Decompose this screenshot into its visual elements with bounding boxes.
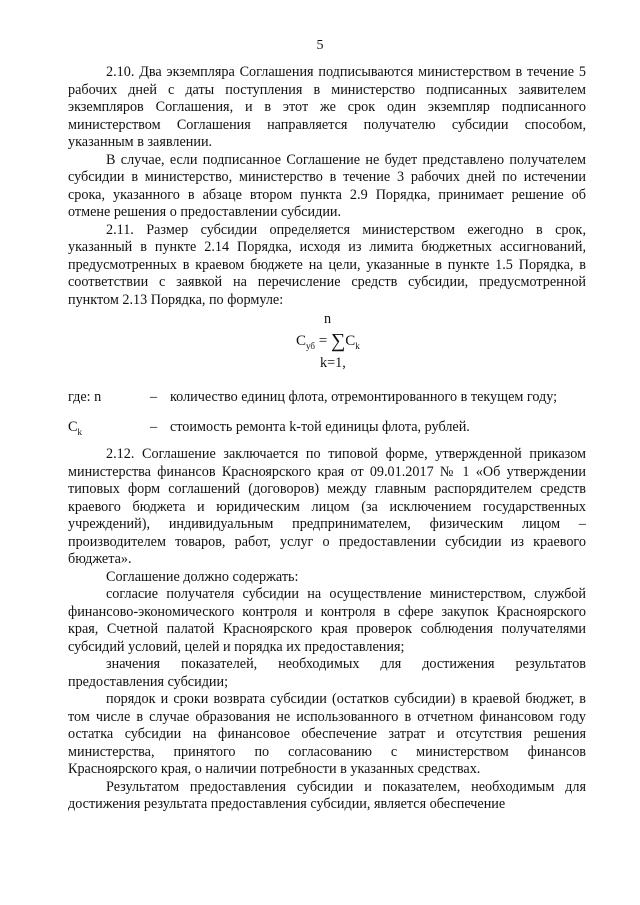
formula-lhs: С bbox=[296, 333, 307, 349]
formula-expression bbox=[296, 330, 360, 356]
formula-lower-limit: k=1, bbox=[320, 355, 346, 371]
paragraph-2-10: 2.10. Два экземпляра Соглашения подписываются министерством в течение 5 рабочих дней с даты поступления в министерство подписанных заявителем экземпляров Соглашения, и в этот же срок один экземпляр подписанного министерством Соглашения направляется получателю субсидии способом, указанным в заявлении. bbox=[68, 64, 586, 150]
definition-n bbox=[68, 389, 586, 407]
definition-text: количество единиц флота, отремонтированного в текущем году; bbox=[170, 389, 558, 405]
formula-upper-limit: n bbox=[324, 311, 332, 327]
document-body bbox=[68, 64, 586, 814]
paragraph-2-11: 2.11. Размер субсидии определяется министерством ежегодно в срок, указанный в пункте 2.14 Порядка, исходя из лимита бюджетных ассигнований, предусмотренных в краевом бюджете на цели, указанные в пункте 1.5 Порядка, в соответствии с заявкой на перечисление средств субсидии, предусмотренной пунктом 2.13 Порядка, по формуле: bbox=[68, 221, 586, 308]
definition-term-sub: k bbox=[77, 426, 82, 437]
paragraph-indicators: значения показателей, необходимых для достижения результатов предоставления субсидии; bbox=[68, 656, 586, 690]
definition-term bbox=[68, 419, 82, 441]
definition-term-main: С bbox=[68, 418, 78, 435]
definition-dash: – bbox=[150, 418, 158, 435]
formula-lhs-sub: уб bbox=[306, 341, 315, 351]
paragraph-consent: согласие получателя субсидии на осуществление министерством, службой финансово-экономического контроля и контроля в сфере закупок Красноярского края, Счетной палатой Красноярского края проверок соблюдения получателями субсидий условий, целей и порядка их предоставления; bbox=[68, 586, 586, 655]
page-number: 5 bbox=[316, 38, 324, 53]
definition-text: стоимость ремонта k-той единицы флота, рублей. bbox=[170, 418, 470, 435]
definition-term: где: n bbox=[68, 389, 102, 405]
paragraph-refusal: В случае, если подписанное Соглашение не будет представлено получателем субсидии в министерство, министерство в течение 3 рабочих дней по истечении срока, указанного в абзаце втором пункта 2.9 Порядка, принимает решение об отмене решения о предоставлении субсидии. bbox=[68, 151, 586, 220]
sigma-symbol: ∑ bbox=[330, 330, 346, 352]
formula-equals: = bbox=[314, 333, 331, 349]
formula-term: С bbox=[345, 333, 356, 349]
formula-term-sub: k bbox=[355, 341, 360, 351]
paragraph-refund: порядок и сроки возврата субсидии (остатков субсидии) в краевой бюджет, в том числе в случае образования не использованного в отчетном финансовом году остатка субсидии на финансовое обеспечение затрат и отсутствия решения министерства, принятого по согласованию с министерством финансов Красноярского края, о наличии потребности в указанных средствах. bbox=[68, 691, 586, 777]
definition-ck bbox=[68, 419, 586, 437]
definition-dash: – bbox=[150, 389, 158, 405]
paragraph-result: Результатом предоставления субсидии и показателем, необходимым для достижения результата предоставления субсидии, является обеспечение bbox=[68, 778, 586, 812]
paragraph-contents-intro: Соглашение должно содержать: bbox=[106, 568, 299, 585]
subsidy-formula bbox=[68, 313, 586, 383]
paragraph-2-12: 2.12. Соглашение заключается по типовой форме, утвержденной приказом министерства финансов Красноярского края от 09.01.2017 № 1 «Об утверждении типовых форм соглашений (договоров) между главным распорядителем средств краевого бюджета и юридическим лицом (за исключением государственных учреждений), индивидуальным предпринимателем, физическим лицом – производителем товаров, работ, услуг о предоставлении субсидии из краевого бюджета». bbox=[68, 446, 586, 567]
